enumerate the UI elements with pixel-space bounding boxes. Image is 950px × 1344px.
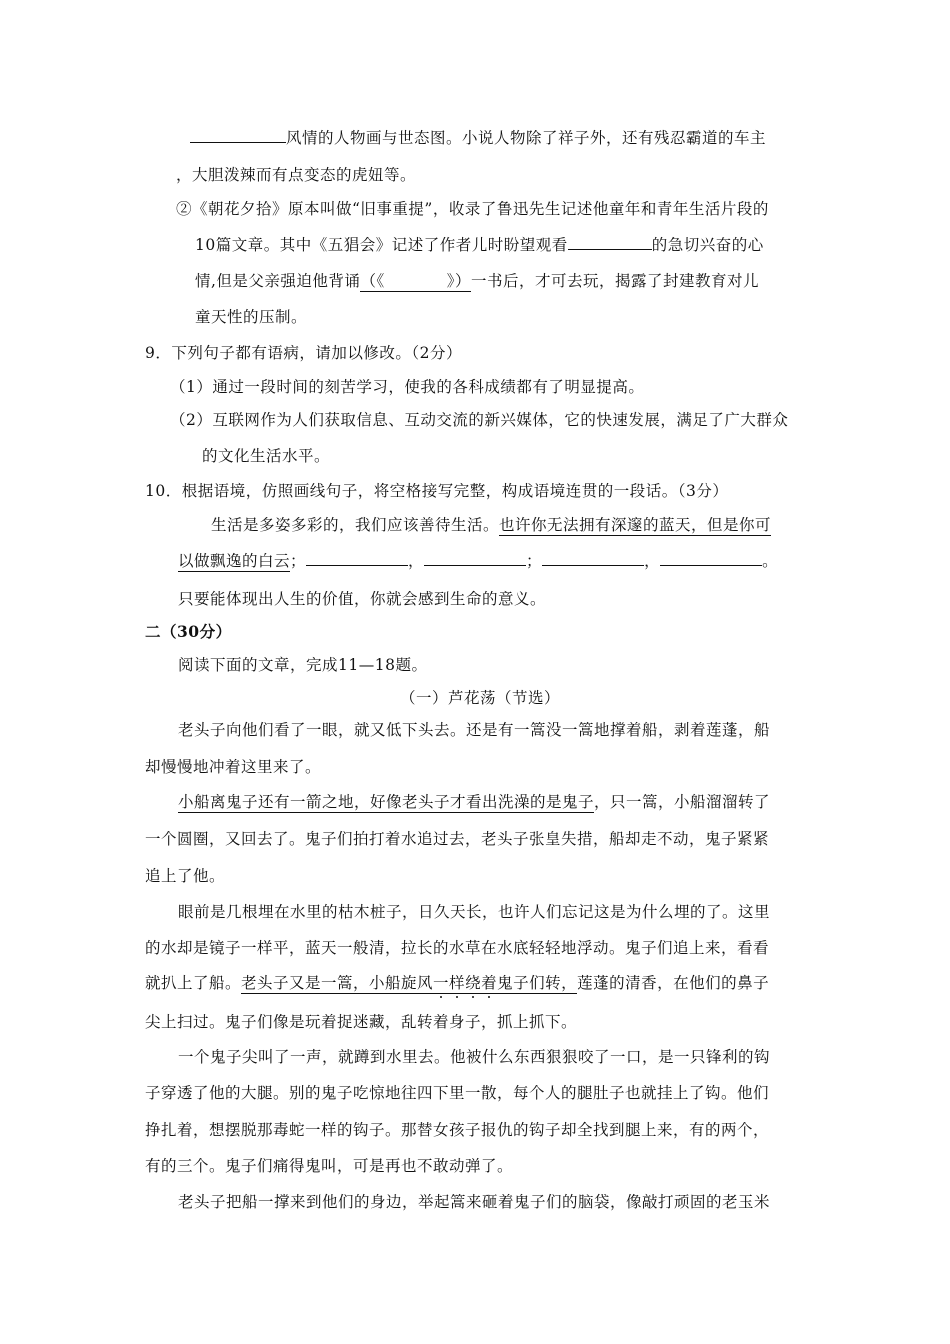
p3-line-3: 就扒上了船。老头子又是一篙，小船旋风一样绕着鬼子们转，莲蓬的清香，在他们的鼻子 (145, 974, 770, 992)
p2-line-2: 一个圆圈，又回去了。鬼子们拍打着水追过去，老头子张皇失措，船却走不动，鬼子紧紧 (145, 830, 770, 848)
q10-title: 10．根据语境，仿照画线句子，将空格接写完整，构成语境连贯的一段话。（3分） (145, 482, 729, 500)
p3-line-2: 的水却是镜子一样平，蓝天一般清，拉长的水草在水底轻轻地浮动。鬼子们追上来，看看 (145, 939, 770, 957)
p4-line-4: 有的三个。鬼子们痛得鬼叫，可是再也不敢动弹了。 (145, 1157, 514, 1175)
p3-line-1: 眼前是几根埋在水里的枯木桩子，日久天长，也许人们忘记这是为什么埋的了。这里 (178, 903, 771, 921)
q8-line-3: ②《朝花夕拾》原本叫做“旧事重提”，收录了鲁迅先生记述他童年和青年生活片段的 (176, 200, 769, 218)
p4-line-2: 子穿透了他的大腿。别的鬼子吃惊地往四下里一散，每个人的腿肚子也就挂上了钩。他们 (145, 1084, 770, 1102)
underlined-sentence: 小船离鬼子还有一箭之地，好像老头子才看出洗澡的是鬼子 (178, 793, 595, 811)
p2-line-3: 追上了他。 (145, 867, 226, 885)
p4-line-3: 挣扎着，想摆脱那毒蛇一样的钩子。那替女孩子报仇的钩子却全找到腿上来，有的两个， (145, 1121, 770, 1139)
p1-line-1: 老头子向他们看了一眼，就又低下头去。还是有一篙没一篙地撑着船，剥着莲蓬，船 (178, 721, 771, 739)
book-title-blank[interactable]: （《 》） (360, 272, 471, 290)
q10-line-3: 只要能体现出人生的价值，你就会感到生命的意义。 (178, 590, 547, 608)
passage-title: （一）芦花荡（节选） (400, 689, 561, 707)
section-heading: 二（30分） (145, 622, 232, 641)
answer-blank[interactable] (424, 551, 526, 566)
q8-line-6: 童天性的压制。 (195, 308, 308, 326)
p3-line-4: 尖上扫过。鬼子们像是玩着捉迷藏，乱转着身子，抓上抓下。 (145, 1013, 578, 1031)
q8-line-2: ，大胆泼辣而有点变态的虎妞等。 (176, 166, 417, 184)
answer-blank[interactable] (190, 128, 286, 143)
q8-line-5: 情,但是父亲强迫他背诵（《 》）一书后，才可去玩，揭露了封建教育对儿 (195, 272, 759, 290)
q8-line-1: 风情的人物画与世态图。小说人物除了祥子外，还有残忍霸道的车主 (190, 128, 766, 148)
p4-line-1: 一个鬼子尖叫了一声，就蹲到水里去。他被什么东西狠狠咬了一口，是一只锋利的钩 (178, 1048, 771, 1066)
model-sentence-end: 以做飘逸的白云 (178, 552, 291, 570)
q10-line-1: 生活是多姿多彩的，我们应该善待生活。也许你无法拥有深邃的蓝天，但是你可 (211, 516, 772, 534)
answer-blank[interactable] (660, 551, 762, 566)
underlined-sentence: 老头子又是一篙，小船旋风一样绕着鬼子们转， (241, 974, 578, 992)
q9-sentence-1: （1）通过一段时间的刻苦学习，使我的各科成绩都有了明显提高。 (170, 378, 645, 396)
p2-line-1: 小船离鬼子还有一箭之地，好像老头子才看出洗澡的是鬼子，只一篙，小船溜溜转了 (178, 793, 771, 811)
q9-sentence-2a: （2）互联网作为人们获取信息、互动交流的新兴媒体，它的快速发展，满足了广大群众 (170, 411, 789, 429)
q9-sentence-2b: 的文化生活水平。 (202, 447, 331, 465)
answer-blank[interactable] (306, 551, 408, 566)
answer-blank[interactable] (542, 551, 644, 566)
p5-line-1: 老头子把船一撑来到他们的身边，举起篙来砸着鬼子们的脑袋，像敲打顽固的老玉米 (178, 1193, 771, 1211)
q10-line-2: 以做飘逸的白云； ， ； ， 。 (178, 552, 779, 570)
model-sentence: 也许你无法拥有深邃的蓝天，但是你可 (499, 516, 772, 534)
p1-line-2: 却慢慢地冲着这里来了。 (145, 758, 322, 776)
q8-line-4: 10篇文章。其中《五猖会》记述了作者儿时盼望观看 的急切兴奋的心 (195, 236, 764, 254)
section-intro: 阅读下面的文章，完成11—18题。 (178, 656, 428, 674)
q9-title: 9．下列句子都有语病，请加以修改。（2分） (145, 344, 462, 362)
answer-blank[interactable] (568, 235, 652, 250)
